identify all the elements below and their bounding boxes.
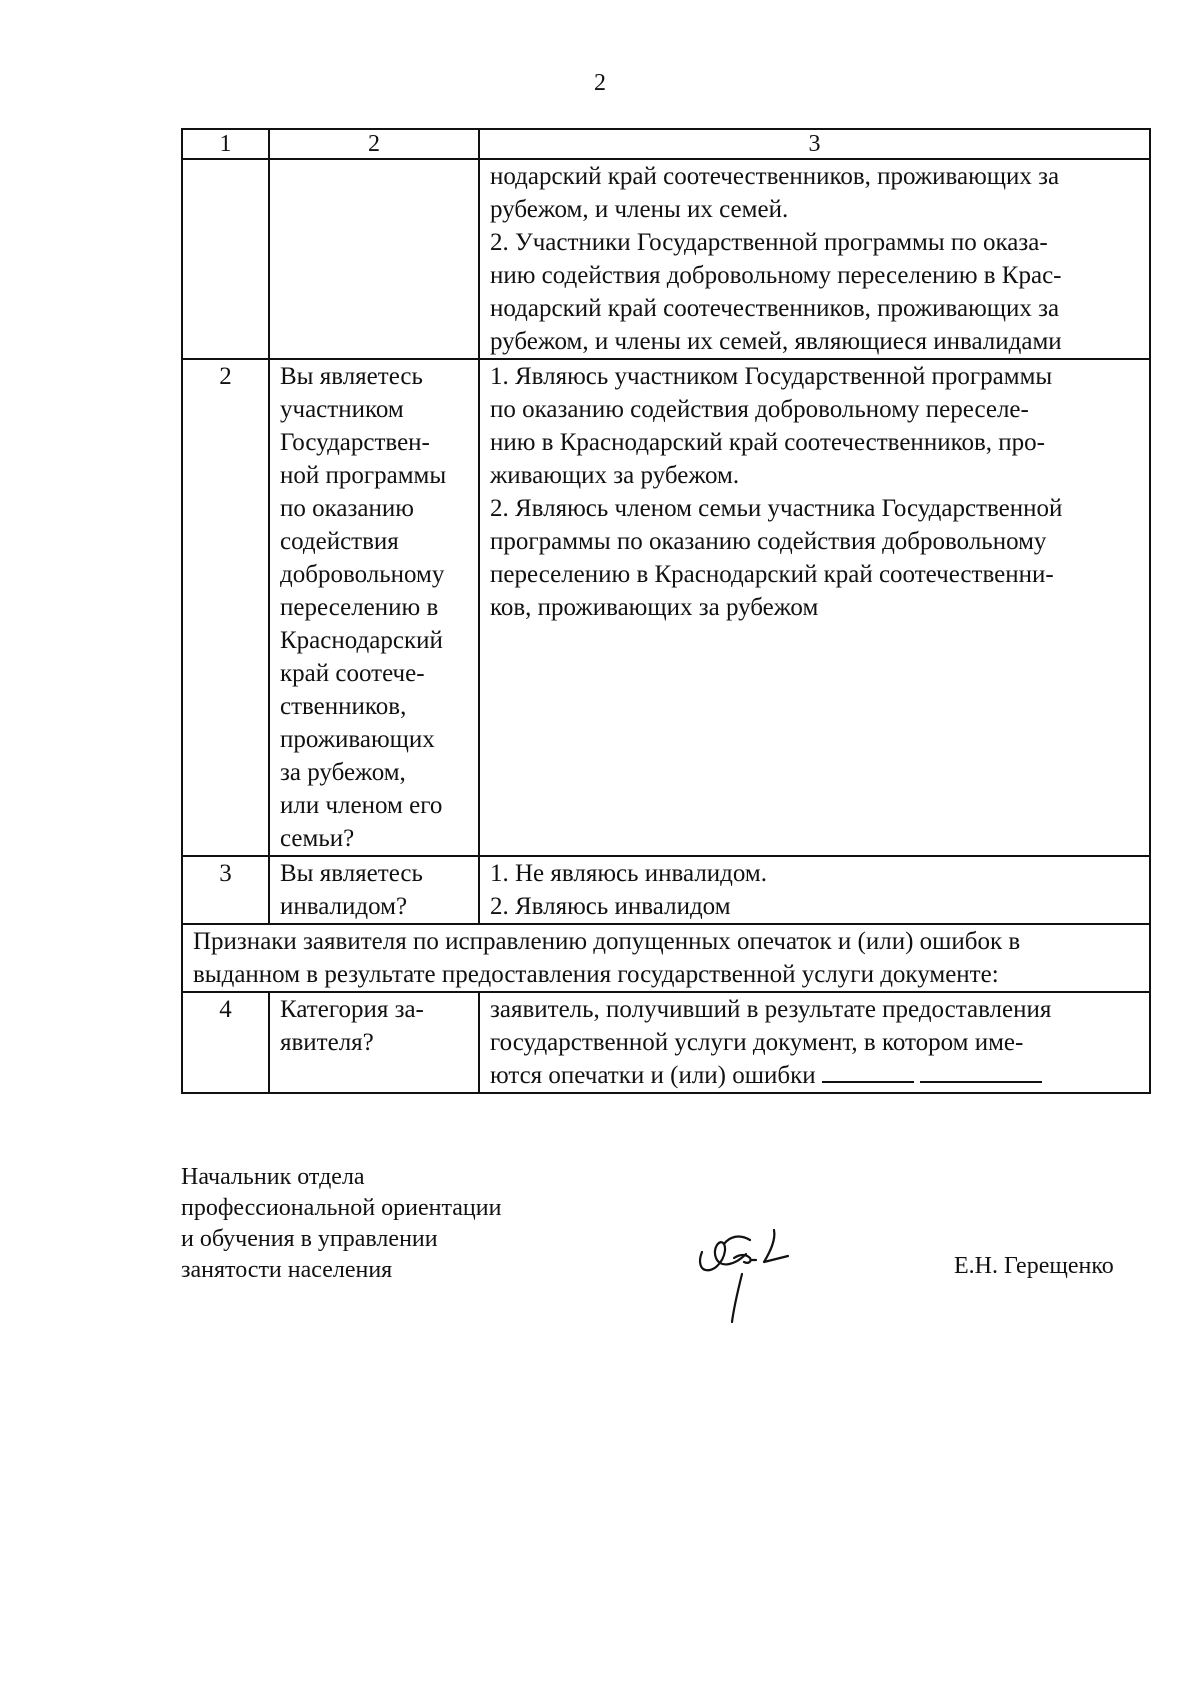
answer-cell — [479, 159, 1150, 359]
criteria-table — [181, 128, 1151, 1094]
question-line: за рубежом, — [280, 759, 406, 786]
row-number: 3 — [182, 856, 269, 924]
answer-line: 1. Являюсь участником Государственной программы — [490, 363, 1053, 390]
answer-line: государственной услуги документ, в котором име- — [490, 1029, 1024, 1056]
section-heading-cell — [182, 924, 1150, 992]
answer-line: живающих за рубежом. — [490, 462, 740, 489]
question-line: ной программы — [280, 462, 447, 489]
header-cell-1: 1 — [182, 129, 269, 159]
question-line: проживающих — [280, 726, 435, 753]
blank-line — [920, 1080, 1042, 1083]
question-line: Категория за- — [280, 996, 424, 1023]
signer-name: Е.Н. Герещенко — [954, 1253, 1114, 1279]
table-row — [182, 856, 1150, 924]
header-cell-2: 2 — [269, 129, 479, 159]
position-line: и обучения в управлении — [181, 1226, 438, 1252]
answer-line: нию в Краснодарский край соотечественников, про- — [490, 429, 1045, 456]
answer-line: нодарский край соотечественников, проживающих за — [490, 163, 1060, 190]
answer-line: рубежом, и члены их семей. — [490, 196, 789, 223]
answer-cell — [479, 992, 1150, 1093]
answer-line: 2. Являюсь инвалидом — [490, 893, 731, 920]
question-line: край соотече- — [280, 660, 425, 687]
answer-line: заявитель, получивший в результате предоставления — [490, 996, 1052, 1023]
answer-line: 1. Не являюсь инвалидом. — [490, 860, 767, 887]
answer-line: ков, проживающих за рубежом — [490, 594, 819, 621]
question-line: содействия — [280, 528, 399, 555]
question-line: явителя? — [280, 1029, 374, 1056]
answer-line-text: ются опечатки и (или) ошибки — [490, 1062, 816, 1089]
blank-line — [822, 1080, 914, 1083]
number-cell — [182, 159, 269, 359]
section-heading-line: Признаки заявителя по исправлению допущенных опечаток и (или) ошибок в — [193, 928, 1021, 955]
answer-line: по оказанию содействия добровольному переселе- — [490, 396, 1029, 423]
question-line: по оказанию — [280, 495, 414, 522]
answer-line: рубежом, и члены их семей, являющиеся инвалидами — [490, 328, 1062, 355]
question-cell — [269, 159, 479, 359]
question-line: инвалидом? — [280, 893, 408, 920]
header-cell-3: 3 — [479, 129, 1150, 159]
section-heading-line: выданном в результате предоставления государственной услуги документе: — [193, 961, 999, 988]
question-line: Вы являетесь — [280, 860, 423, 887]
question-cell — [269, 359, 479, 856]
answer-line: 2. Являюсь членом семьи участника Государственной — [490, 495, 1063, 522]
table-header-row — [182, 129, 1150, 159]
position-line: занятости населения — [181, 1257, 393, 1283]
position-line: профессиональной ориентации — [181, 1195, 502, 1221]
signer-position — [181, 1162, 501, 1286]
question-line: участником — [280, 396, 404, 423]
answer-line: переселению в Краснодарский край соотечественни- — [490, 561, 1054, 588]
answer-line: программы по оказанию содействия добровольному — [490, 528, 1047, 555]
question-line: переселению в — [280, 594, 439, 621]
position-line: Начальник отдела — [181, 1164, 365, 1190]
question-line: ственников, — [280, 693, 407, 720]
question-line: Краснодарский — [280, 627, 443, 654]
question-line: добровольному — [280, 561, 445, 588]
handwritten-signature — [690, 1218, 820, 1328]
answer-cell — [479, 856, 1150, 924]
question-cell — [269, 992, 479, 1093]
table-row — [182, 992, 1150, 1093]
question-line: Государствен- — [280, 429, 430, 456]
table-row-continuation — [182, 159, 1150, 359]
answer-cell — [479, 359, 1150, 856]
question-cell — [269, 856, 479, 924]
answer-line — [490, 1059, 1141, 1092]
question-line: Вы являетесь — [280, 363, 423, 390]
answer-line: 2. Участники Государственной программы по оказа- — [490, 229, 1048, 256]
row-number: 2 — [182, 359, 269, 856]
section-heading-row — [182, 924, 1150, 992]
answer-line: нодарский край соотечественников, проживающих за — [490, 295, 1060, 322]
table-row — [182, 359, 1150, 856]
question-line: семьи? — [280, 825, 355, 852]
page-number: 2 — [594, 70, 606, 96]
question-line: или членом его — [280, 792, 443, 819]
answer-line: нию содействия добровольному переселению в Крас- — [490, 262, 1062, 289]
row-number: 4 — [182, 992, 269, 1093]
